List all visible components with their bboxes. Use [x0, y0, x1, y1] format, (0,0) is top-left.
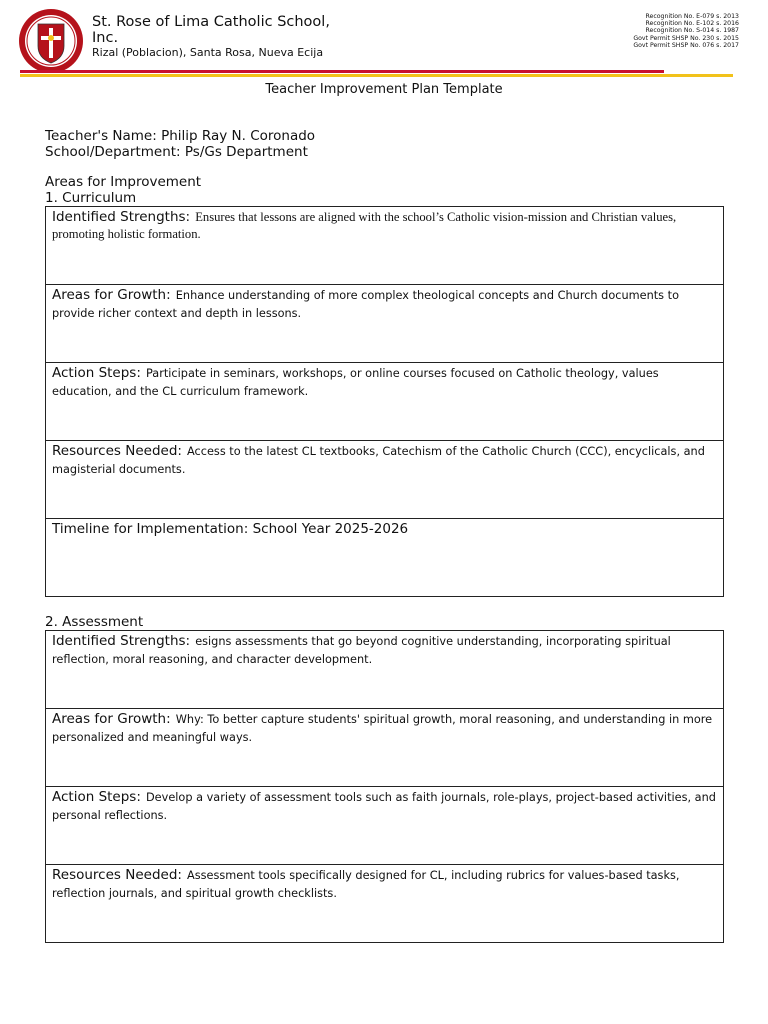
row-text: Why: To better capture students' spiritual growth, moral reasoning, and understanding in more personalized and meaningful ways.: [52, 713, 713, 744]
teacher-name: Teacher's Name: Philip Ray N. Coronado: [45, 128, 316, 144]
table-row: [46, 787, 723, 865]
row-text: Develop a variety of assessment tools such as faith journals, role-plays, project-based activities, and personal reflections.: [52, 791, 716, 822]
document-title: Teacher Improvement Plan Template: [265, 82, 503, 97]
table-row: [46, 441, 723, 519]
row-text: Enhance understanding of more complex theological concepts and Church documents to provide richer context and depth in lessons.: [52, 289, 679, 320]
row-label: Action Steps:: [52, 365, 141, 381]
school-department: School/Department: Ps/Gs Department: [45, 144, 308, 160]
recognition-line: Recognition No. S-014 s. 1987: [645, 27, 739, 35]
section-heading-curriculum: 1. Curriculum: [45, 190, 137, 206]
table-row: [46, 363, 723, 441]
school-name: St. Rose of Lima Catholic School, Inc.: [92, 14, 330, 46]
table-row: [46, 285, 723, 363]
recognition-line: Govt Permit SHSP No. 076 s. 2017: [633, 41, 739, 49]
table-row: [46, 709, 723, 787]
row-label: Resources Needed:: [52, 443, 182, 459]
table-row: [46, 207, 723, 285]
row-label: Timeline for Implementation: School Year 2025-2026: [52, 521, 409, 537]
recognition-line: Recognition No. E-102 s. 2016: [645, 20, 739, 28]
row-label: Areas for Growth:: [52, 287, 171, 303]
table-row: [46, 519, 723, 596]
row-label: Resources Needed:: [52, 867, 182, 883]
recognition-line: Recognition No. E-079 s. 2013: [645, 13, 739, 20]
row-label: Action Steps:: [52, 789, 141, 805]
section-heading-assessment: 2. Assessment: [45, 614, 144, 630]
recognition-list: [633, 13, 739, 49]
recognition-line: Govt Permit SHSP No. 230 s. 2015: [633, 34, 739, 42]
school-seal-icon: [18, 8, 84, 74]
header-rule-gold: [20, 74, 733, 77]
areas-heading: Areas for Improvement: [45, 174, 202, 190]
row-text: Access to the latest CL textbooks, Catechism of the Catholic Church (CCC), encyclicals, and magisterial documents.: [52, 445, 705, 476]
curriculum-table: [45, 206, 724, 597]
row-text: esigns assessments that go beyond cognitive understanding, incorporating spiritual reflection, moral reasoning, and character development.: [52, 635, 671, 666]
assessment-table: [45, 630, 724, 943]
table-row: [46, 631, 723, 709]
row-label: Identified Strengths:: [52, 209, 191, 225]
header-rule-red: [20, 70, 664, 73]
table-row: [46, 865, 723, 942]
row-label: Areas for Growth:: [52, 711, 171, 727]
row-text: Assessment tools specifically designed for CL, including rubrics for values-based tasks, reflection journals, and spiritual growth checklists.: [52, 869, 680, 900]
row-label: Identified Strengths:: [52, 633, 191, 649]
school-address: Rizal (Poblacion), Santa Rosa, Nueva Ecija: [92, 46, 324, 59]
row-text: Participate in seminars, workshops, or online courses focused on Catholic theology, values education, and the CL curriculum framework.: [52, 367, 659, 398]
row-text: Ensures that lessons are aligned with the school’s Catholic vision-mission and Christian values, promoting holistic formation.: [52, 210, 677, 241]
